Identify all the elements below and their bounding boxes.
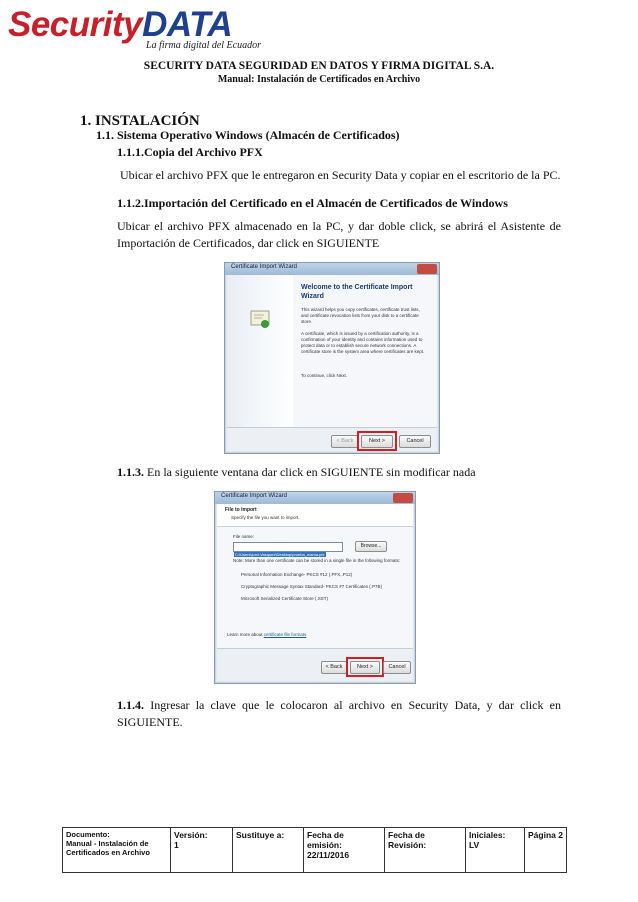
- file-name-input[interactable]: [233, 542, 343, 557]
- next-button[interactable]: Next >: [361, 435, 393, 448]
- logo-text-data: DATA: [142, 5, 233, 44]
- cancel-button[interactable]: Cancel: [399, 435, 431, 448]
- formats-note: Note: More than one certificate can be stored in a single file in the following formats:: [233, 558, 401, 563]
- section-heading-1-1: 1.1. Sistema Operativo Windows (Almacén de Certificados): [96, 128, 400, 142]
- format-sst: Microsoft Serialized Certificate Store (.SST): [241, 596, 329, 601]
- wizard-body-1: This wizard helps you copy certificates, certificate trust lists, and certificate revocation lists from your disk to a certificate store.: [301, 307, 420, 324]
- heading-1-1-1: 1.1.1.Copia del Archivo PFX: [117, 145, 263, 159]
- step-text: En la siguiente ventana dar click en SIGUIENTE sin modificar nada: [147, 465, 476, 479]
- title-bar: [215, 492, 415, 504]
- format-pfx: Personal Information Exchange- PKCS #12 (.PFX,.P12): [241, 572, 353, 577]
- footer-doc-value: Manual - Instalación de Certificados en Archivo: [66, 839, 150, 857]
- step-number: 1.1.4.: [117, 698, 144, 712]
- step-number: 1.1.3.: [117, 465, 144, 479]
- wizard-file-screenshot: [214, 491, 416, 684]
- close-icon: [417, 264, 437, 274]
- heading-1-1-2: 1.1.2.Importación del Certificado en el Almacén de Certificados de Windows: [117, 196, 508, 210]
- footer-sustituye-cell: [233, 828, 304, 873]
- next-highlight-box: [346, 657, 384, 677]
- learn-more-link[interactable]: certificate file formats: [263, 632, 307, 637]
- file-to-import-sub: Specify the file you want to import.: [231, 515, 300, 520]
- footer-page-cell: [525, 828, 567, 873]
- learn-more-label: Learn more about: [227, 632, 263, 637]
- browse-button[interactable]: Browse...: [355, 541, 387, 552]
- footer-iniciales-cell: [466, 828, 525, 873]
- wizard-side-panel: [227, 275, 293, 427]
- document-footer-table: [62, 827, 567, 873]
- footer-document-cell: [63, 828, 171, 873]
- footer-iniciales-label: Iniciales:: [469, 830, 506, 840]
- format-p7b: Cryptographic Message Syntax Standard- PKCS #7 Certificates (.P7B): [241, 584, 383, 589]
- footer-sustituye-label: Sustituye a:: [236, 830, 285, 840]
- footer-emision-label: Fecha de emisión:: [307, 830, 344, 850]
- step-1-1-3: [117, 465, 476, 480]
- file-name-value: C:\Users\jorvi.Vasquez\Desktop\prueba_mama.pfx: [235, 552, 325, 557]
- title-bar: [225, 263, 439, 275]
- paragraph-1-1-1: Ubicar el archivo PFX que le entregaron en Security Data y copiar en el escritorio de la PC.: [120, 168, 561, 182]
- section-heading-1: 1. INSTALACIÓN: [80, 113, 200, 129]
- paragraph-1-1-2: Ubicar el archivo PFX almacenado en la PC, y dar doble click, se abrirá el Asistente de Importación de Certificados, dar click en SIGUIENTE: [117, 219, 561, 250]
- footer-page-number: Página 2: [528, 830, 563, 840]
- close-icon: [393, 493, 413, 503]
- security-data-logo: [8, 6, 278, 54]
- footer-version-cell: [171, 828, 233, 873]
- footer-revision-label: Fecha de Revisión:: [388, 830, 427, 850]
- footer-version-label: Versión:: [174, 830, 208, 840]
- next-button[interactable]: Next >: [350, 661, 380, 674]
- wizard-body-2: A certificate, which is issued by a certification authority, is a confirmation of your identity and contains information used to protect data or to establish secure network connections. A certificate store is the system area where certificates are kept.: [301, 331, 425, 354]
- back-button[interactable]: < Back: [331, 435, 359, 448]
- logo-text-security: Security: [8, 5, 143, 44]
- footer-revision-cell: [385, 828, 466, 873]
- learn-more-text: [227, 632, 306, 638]
- next-highlight-box: [357, 431, 397, 451]
- wizard-body-3: To continue, click Next.: [301, 373, 348, 378]
- cancel-button[interactable]: Cancel: [383, 661, 411, 674]
- back-button[interactable]: < Back: [321, 661, 347, 674]
- footer-version-value: 1: [174, 840, 179, 850]
- footer-emision-cell: [304, 828, 385, 873]
- step-1-1-4: [117, 697, 561, 731]
- step-text: Ingresar la clave que le colocaron al archivo en Security Data, y dar click en SIGUIENTE.: [117, 698, 562, 729]
- logo-tagline: La firma digital del Ecuador: [146, 40, 261, 51]
- footer-emision-value: 22/11/2016: [307, 850, 350, 860]
- certificate-icon: [249, 309, 273, 331]
- wizard-welcome-screenshot: [224, 262, 440, 454]
- file-to-import-heading: File to Import: [225, 507, 257, 513]
- wizard-welcome-title: Welcome to the Certificate Import Wizard: [301, 284, 413, 300]
- manual-subtitle: Manual: Instalación de Certificados en Archivo: [217, 74, 421, 85]
- window-title: Certificate Import Wizard: [221, 493, 288, 499]
- file-name-label: File name:: [233, 534, 255, 539]
- footer-doc-label: Documento:: [66, 830, 110, 839]
- window-title: Certificate Import Wizard: [231, 264, 298, 270]
- company-header: SECURITY DATA SEGURIDAD EN DATOS Y FIRMA DIGITAL S.A.: [143, 60, 495, 72]
- footer-iniciales-value: LV: [469, 840, 480, 850]
